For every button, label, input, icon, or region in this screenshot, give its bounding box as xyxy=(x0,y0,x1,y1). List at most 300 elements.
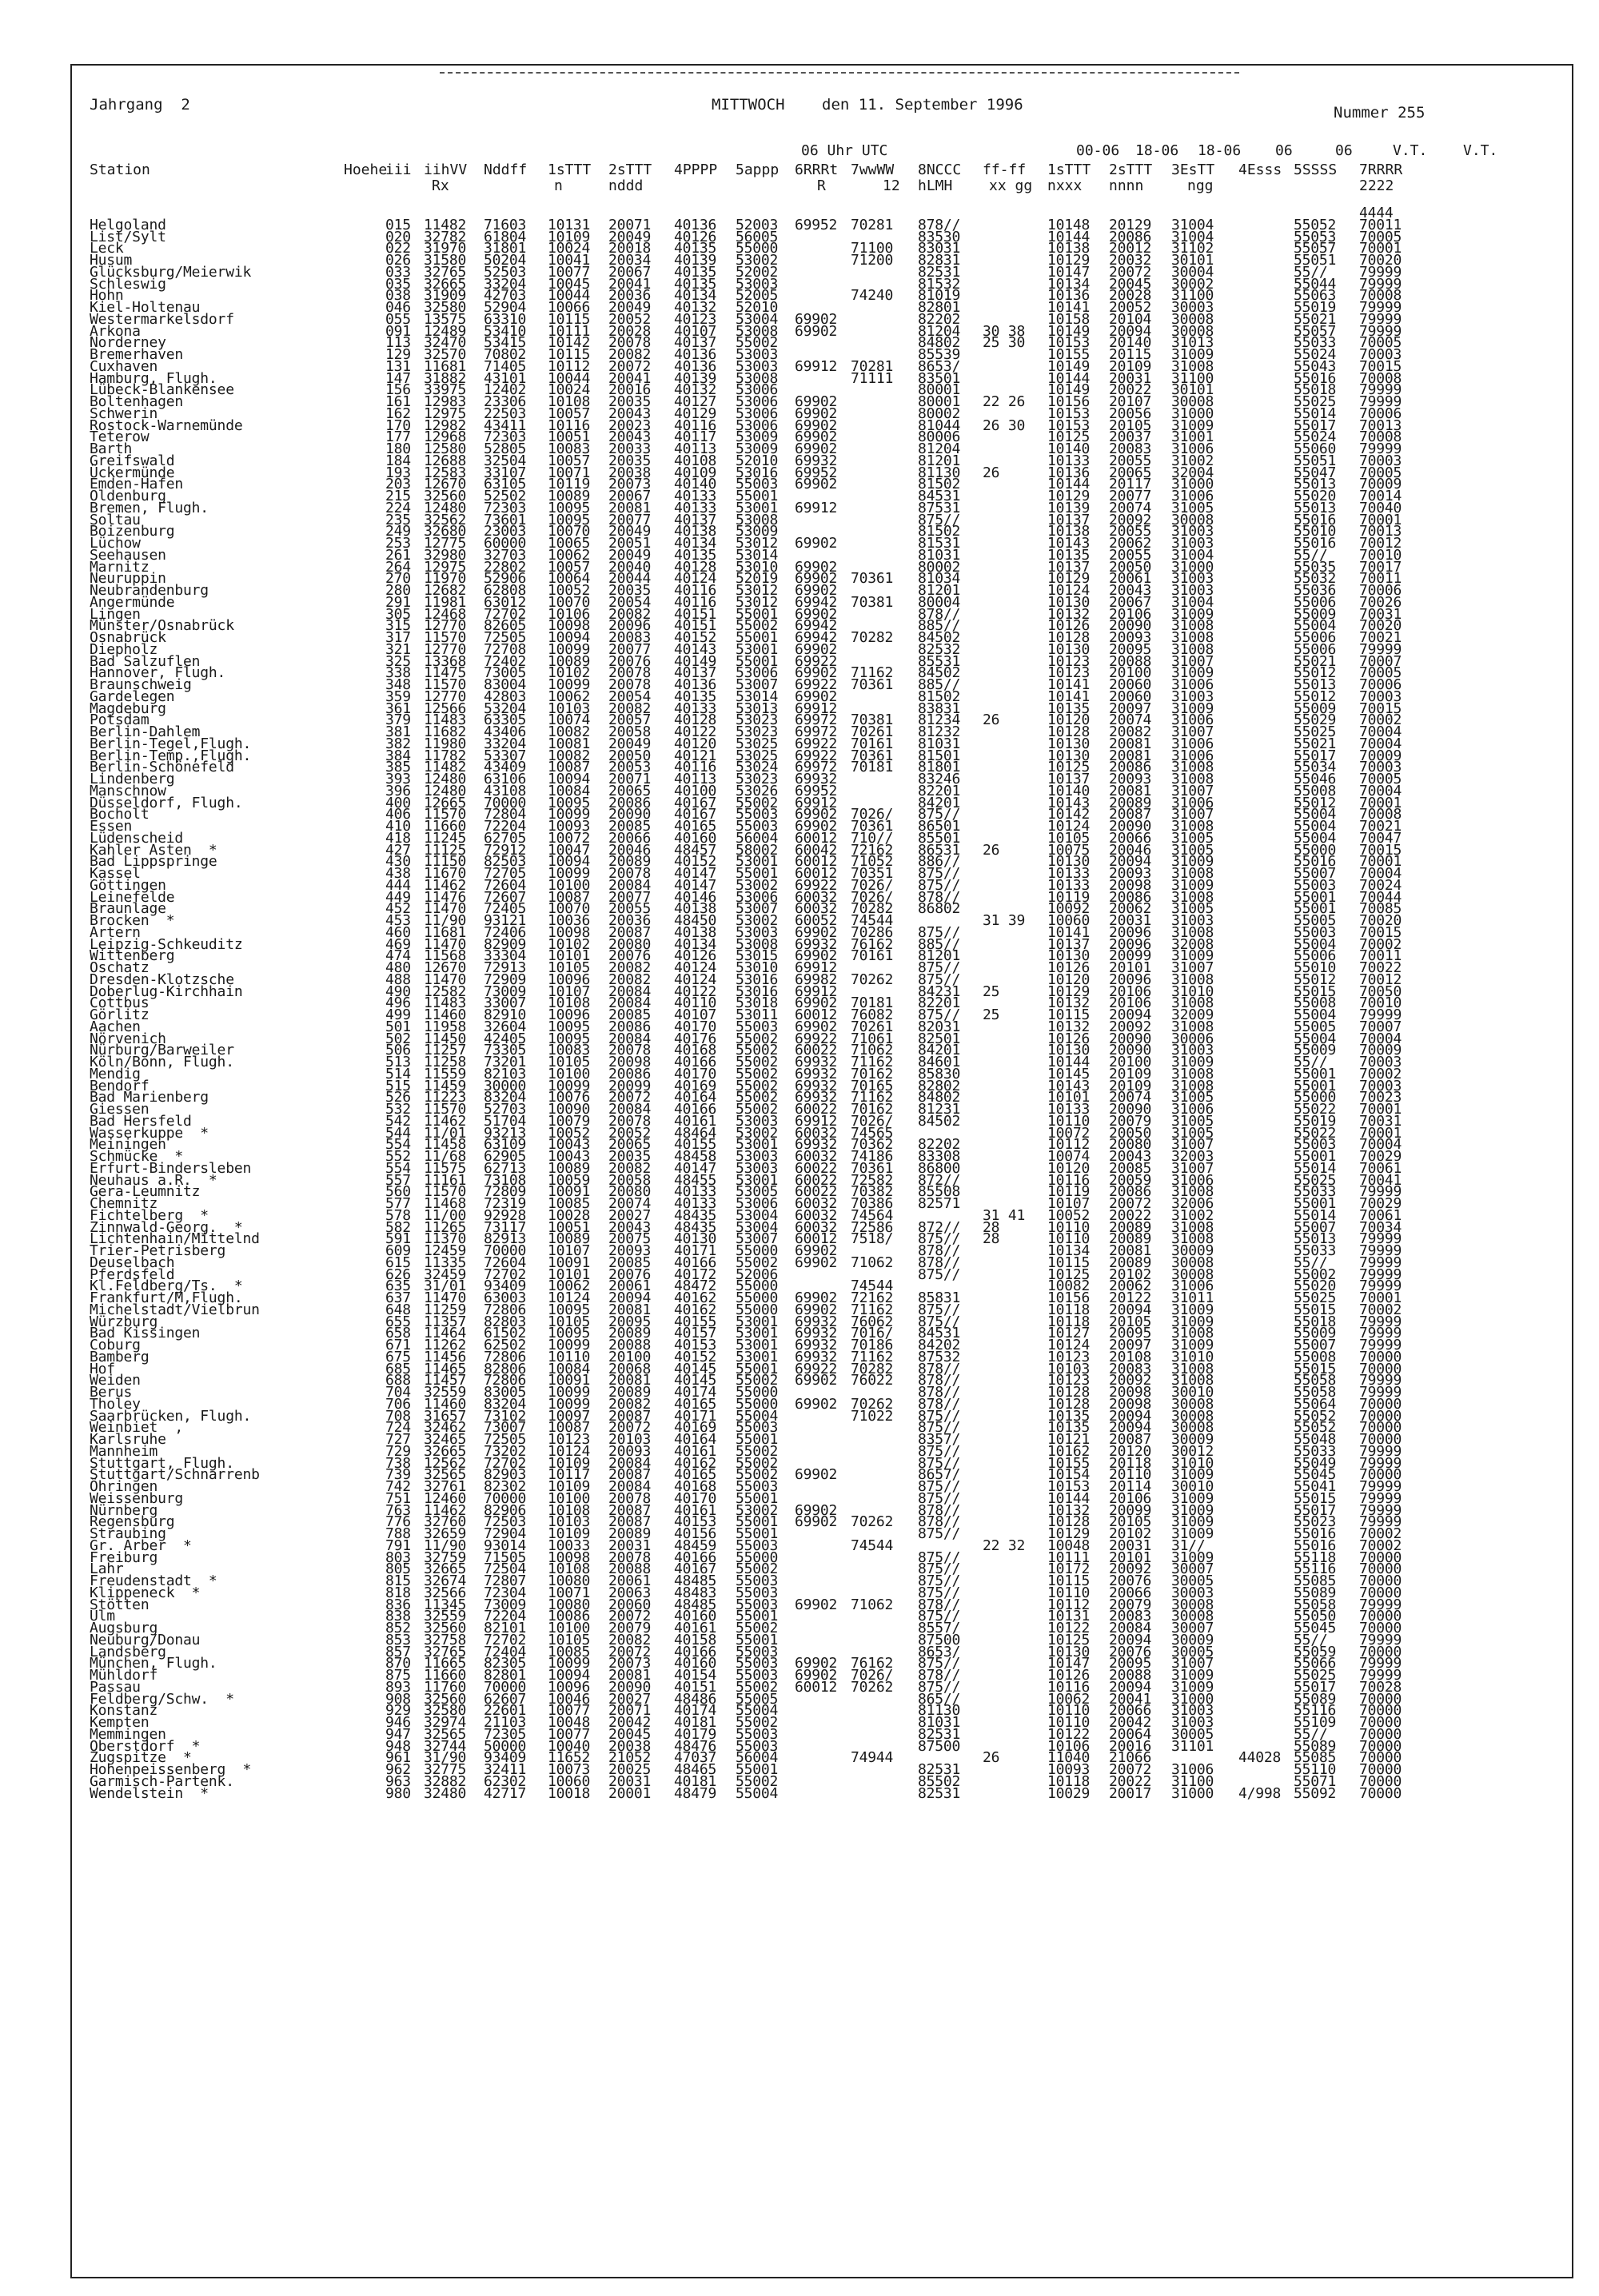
cell-Nddff: 82302 xyxy=(484,1478,527,1495)
cell-Nddff: 73201 xyxy=(484,1054,527,1070)
cell-8NCCC: 86800 xyxy=(918,1159,961,1177)
cell-7RRRR: 79999 xyxy=(1359,1631,1402,1648)
cell-1sTTT: 10115 xyxy=(1047,1006,1091,1023)
cell-6RRRt: 69932 xyxy=(795,1065,838,1082)
cell-8NCCC: 875// xyxy=(918,923,961,941)
cell-2sTTT: 20033 xyxy=(608,440,652,457)
cell-1sTTT: 10077 xyxy=(548,1702,591,1720)
cell-7wwWW: 70165 xyxy=(851,1077,894,1094)
cell-1sTTT: 10116 xyxy=(1047,1678,1091,1696)
cell-7RRRR: 70003 xyxy=(1359,1077,1402,1094)
cell-5SSSS: 55041 xyxy=(1294,1478,1337,1495)
cell-6RRRt: 60012 xyxy=(795,1230,838,1248)
station-name: Nürburg/Barweiler xyxy=(90,1042,234,1059)
cell-iii: 427 xyxy=(385,841,411,859)
cell-7RRRR: 70000 xyxy=(1359,1573,1402,1589)
cell-Nddff: 70000 xyxy=(484,1678,527,1696)
cell-7RRRR: 70002 xyxy=(1359,1525,1402,1542)
cell-2sTTT: 20088 xyxy=(1109,1667,1152,1684)
cell-7RRRR: 79999 xyxy=(1359,1266,1402,1283)
cell-6RRRt: 69902 xyxy=(795,1513,838,1531)
cell-4PPPP: 40147 xyxy=(674,1159,717,1177)
cell-iii: 418 xyxy=(385,829,411,847)
cell-4PPPP: 40147 xyxy=(674,876,717,894)
cell-8NCCC: 82531 xyxy=(918,1725,961,1743)
cell-1sTTT: 10100 xyxy=(548,876,591,894)
cell-2sTTT: 20098 xyxy=(608,1054,652,1070)
cell-5appp: 55002 xyxy=(736,1454,779,1472)
cell-1sTTT: 10109 xyxy=(548,1478,591,1495)
cell-2sTTT: 20106 xyxy=(1109,605,1152,623)
cell-8NCCC: 878// xyxy=(918,1360,961,1377)
cell-2sTTT: 20088 xyxy=(608,1561,652,1578)
cell-7wwWW: 70282 xyxy=(851,900,894,918)
cell-3EsTT: 31009 xyxy=(1171,605,1214,623)
cell-6RRRt: 69932 xyxy=(795,1325,838,1342)
cell-7wwWW: 71200 xyxy=(851,252,894,269)
cell-1sTTT: 10126 xyxy=(1047,959,1091,976)
cell-2sTTT: 20093 xyxy=(608,1442,652,1460)
cell-5appp: 53001 xyxy=(736,1325,779,1342)
cell-1sTTT: 10123 xyxy=(1047,652,1091,670)
cell-Nddff: 93409 xyxy=(484,1749,527,1767)
cell-4PPPP: 40162 xyxy=(674,1301,717,1318)
cell-2sTTT: 20082 xyxy=(608,959,652,976)
cell-4PPPP: 40166 xyxy=(674,1643,717,1660)
station-name: Soltau xyxy=(90,511,141,528)
station-name: Boizenburg xyxy=(90,523,175,540)
issue-number: Nummer 255 xyxy=(1334,104,1426,122)
cell-5SSSS: 55118 xyxy=(1294,1549,1337,1566)
cell-7RRRR: 70005 xyxy=(1359,771,1402,787)
cell-3EsTT: 30008 xyxy=(1171,1419,1214,1437)
cell-2sTTT: 20100 xyxy=(1109,664,1152,682)
cell-iihVV: 31882 xyxy=(424,369,467,387)
cell-iihVV: 12968 xyxy=(424,429,467,446)
cell-5SSSS: 55001 xyxy=(1294,900,1337,918)
cell-5SSSS: 55004 xyxy=(1294,818,1337,835)
cell-7RRRR: 70047 xyxy=(1359,829,1402,847)
cell-7RRRR: 70001 xyxy=(1359,794,1402,811)
cell-2sTTT: 20090 xyxy=(1109,818,1152,835)
cell-5SSSS: 55004 xyxy=(1294,1006,1337,1023)
cell-iii: 264 xyxy=(385,558,411,576)
cell-Nddff: 72304 xyxy=(484,1584,527,1601)
cell-iii: 637 xyxy=(385,1290,411,1306)
cell-Nddff: 72708 xyxy=(484,640,527,658)
cell-Nddff: 62905 xyxy=(484,1148,527,1165)
cell-Nddff: 72806 xyxy=(484,1301,527,1318)
cell-1sTTT: 10095 xyxy=(548,1301,591,1318)
station-name: Neubrandenburg xyxy=(90,582,209,599)
cell-3EsTT: 31005 xyxy=(1171,841,1214,859)
station-name: Mühldorf xyxy=(90,1667,158,1684)
cell-iihVV: 11150 xyxy=(424,853,467,871)
cell-Nddff: 83005 xyxy=(484,1384,527,1401)
cell-5SSSS: 55033 xyxy=(1294,1183,1337,1201)
cell-2sTTT: 20053 xyxy=(608,759,652,776)
cell-2sTTT: 20089 xyxy=(608,1325,652,1342)
cell-5SSSS: 55033 xyxy=(1294,334,1337,352)
cell-5appp: 53018 xyxy=(736,995,779,1012)
cell-7wwWW: 74544 xyxy=(851,1537,894,1554)
cell-4PPPP: 40138 xyxy=(674,900,717,918)
cell-7wwWW: 70351 xyxy=(851,865,894,882)
cell-2sTTT: 20031 xyxy=(608,1537,652,1554)
station-name: Bremen, Flugh. xyxy=(90,499,209,516)
cell-7RRRR: 70012 xyxy=(1359,535,1402,552)
cell-4PPPP: 40133 xyxy=(674,1195,717,1212)
cell-6RRRt: 69902 xyxy=(795,1018,838,1035)
cell-5SSSS: 55043 xyxy=(1294,357,1337,375)
cell-8NCCC: 872// xyxy=(918,1218,961,1236)
cell-1sTTT: 10089 xyxy=(548,1230,591,1248)
cell-Nddff: 72404 xyxy=(484,1643,527,1660)
cell-4PPPP: 40124 xyxy=(674,971,717,988)
cell-4PPPP: 40137 xyxy=(674,511,717,528)
station-name: Garmisch-Partenk. xyxy=(90,1772,234,1790)
cell-Nddff: 73005 xyxy=(484,664,527,682)
cell-iii: 046 xyxy=(385,299,411,316)
cell-ff-ff: 25 xyxy=(983,983,1000,1000)
cell-iihVV: 32665 xyxy=(424,1561,467,1578)
cell-Nddff: 61502 xyxy=(484,1325,527,1342)
cell-8NCCC: 875// xyxy=(918,1230,961,1248)
col-header-7: 4PPPP xyxy=(674,161,718,178)
cell-Nddff: 82803 xyxy=(484,1313,527,1330)
cell-iii: 776 xyxy=(385,1513,411,1531)
cell-8NCCC: 8653/ xyxy=(918,1643,961,1660)
cell-5appp: 55000 xyxy=(736,240,779,257)
station-name: Seehausen xyxy=(90,546,166,564)
cell-3EsTT: 30005 xyxy=(1171,1725,1214,1743)
cell-5SSSS: 55003 xyxy=(1294,876,1337,894)
cell-2sTTT: 20084 xyxy=(608,1101,652,1118)
cell-8NCCC: 875// xyxy=(918,1608,961,1625)
cell-5SSSS: 55048 xyxy=(1294,1431,1337,1448)
cell-2sTTT: 20107 xyxy=(1109,393,1152,410)
cell-iihVV: 12682 xyxy=(424,582,467,599)
cell-2sTTT: 20077 xyxy=(608,511,652,528)
cell-iii: 361 xyxy=(385,700,411,717)
cell-5appp: 53006 xyxy=(736,1195,779,1212)
cell-4PPPP: 40158 xyxy=(674,1631,717,1648)
cell-7wwWW: 70181 xyxy=(851,759,894,776)
cell-6RRRt: 69902 xyxy=(795,582,838,599)
cell-3EsTT: 31100 xyxy=(1171,1772,1214,1790)
cell-1sTTT: 10109 xyxy=(548,1454,591,1472)
cell-7RRRR: 70003 xyxy=(1359,688,1402,705)
cell-2sTTT: 20078 xyxy=(608,1489,652,1507)
cell-2sTTT: 20092 xyxy=(1109,511,1152,528)
cell-2sTTT: 20060 xyxy=(1109,676,1152,693)
station-name: Brocken * xyxy=(90,912,175,929)
cell-4PPPP: 40147 xyxy=(674,865,717,882)
cell-7RRRR: 70000 xyxy=(1359,1714,1402,1731)
cell-4PPPP: 40161 xyxy=(674,1442,717,1460)
cell-Nddff: 62502 xyxy=(484,1337,527,1353)
cell-iii: 170 xyxy=(385,417,411,434)
cell-iii: 321 xyxy=(385,640,411,658)
cell-ff-ff: 30 38 xyxy=(983,322,1026,340)
cell-1sTTT: 10091 xyxy=(548,1183,591,1201)
cell-5SSSS: 55109 xyxy=(1294,1714,1337,1731)
cell-6RRRt: 60012 xyxy=(795,1006,838,1023)
cell-8NCCC: 82801 xyxy=(918,299,961,316)
cell-5appp: 53003 xyxy=(736,1159,779,1177)
cell-1sTTT: 10130 xyxy=(1047,853,1091,871)
cell-iihVV: 32974 xyxy=(424,1714,467,1731)
cell-2sTTT: 20094 xyxy=(1109,1301,1152,1318)
cell-iihVV: 31909 xyxy=(424,287,467,305)
cell-5SSSS: 55009 xyxy=(1294,605,1337,623)
cell-7wwWW: 7026/ xyxy=(851,806,894,823)
cell-8NCCC: 80001 xyxy=(918,393,961,410)
cell-6RRRt: 69902 xyxy=(795,417,838,434)
cell-1sTTT: 10099 xyxy=(548,806,591,823)
cell-3EsTT: 31006 xyxy=(1171,488,1214,504)
cell-4PPPP: 40151 xyxy=(674,617,717,635)
cell-5appp: 55003 xyxy=(736,1643,779,1660)
cell-2sTTT: 20078 xyxy=(608,1112,652,1130)
cell-3EsTT: 30008 xyxy=(1171,1596,1214,1613)
cell-2sTTT: 20035 xyxy=(608,393,652,410)
cell-2sTTT: 20089 xyxy=(1109,1230,1152,1248)
cell-5SSSS: 55// xyxy=(1294,546,1328,564)
cell-1sTTT: 10158 xyxy=(1047,310,1091,328)
cell-2sTTT: 20061 xyxy=(1109,570,1152,588)
cell-1sTTT: 10072 xyxy=(1047,1124,1091,1142)
cell-1sTTT: 10070 xyxy=(548,900,591,918)
cell-Nddff: 43411 xyxy=(484,417,527,434)
cell-5SSSS: 55004 xyxy=(1294,1030,1337,1047)
cell-iihVV: 31970 xyxy=(424,240,467,257)
cell-Nddff: 53307 xyxy=(484,747,527,764)
cell-7RRRR: 70044 xyxy=(1359,888,1402,906)
cell-5SSSS: 55021 xyxy=(1294,652,1337,670)
cell-7RRRR: 70015 xyxy=(1359,357,1402,375)
cell-iii: 180 xyxy=(385,440,411,457)
cell-7RRRR: 70009 xyxy=(1359,1042,1402,1059)
cell-5appp: 55002 xyxy=(736,1561,779,1578)
cell-5appp: 53001 xyxy=(736,1313,779,1330)
cell-2sTTT: 20079 xyxy=(1109,1596,1152,1613)
cell-3EsTT: 31010 xyxy=(1171,1454,1214,1472)
cell-4PPPP: 40134 xyxy=(674,535,717,552)
cell-6RRRt: 60052 xyxy=(795,912,838,929)
cell-iii: 803 xyxy=(385,1549,411,1566)
cell-iihVV: 12688 xyxy=(424,452,467,469)
cell-1sTTT: 10128 xyxy=(1047,1395,1091,1413)
cell-2sTTT: 20062 xyxy=(1109,900,1152,918)
cell-6RRRt: 69932 xyxy=(795,1337,838,1353)
cell-7RRRR: 70028 xyxy=(1359,1678,1402,1696)
cell-7RRRR: 79999 xyxy=(1359,1655,1402,1672)
cell-4PPPP: 40135 xyxy=(674,240,717,257)
cell-4PPPP: 40127 xyxy=(674,393,717,410)
cell-5appp: 53002 xyxy=(736,912,779,929)
station-name: Saarbrücken, Flugh. xyxy=(90,1407,252,1425)
cell-iii: 452 xyxy=(385,900,411,918)
cell-3EsTT: 31102 xyxy=(1171,240,1214,257)
cell-6RRRt: 69902 xyxy=(795,923,838,941)
cell-5SSSS: 55089 xyxy=(1294,1584,1337,1601)
cell-1sTTT: 10133 xyxy=(1047,865,1091,882)
station-name: Michelstadt/Vielbrun xyxy=(90,1301,260,1318)
cell-8NCCC: 875// xyxy=(918,1561,961,1578)
cell-iihVV: 11570 xyxy=(424,1183,467,1201)
cell-7wwWW: 71162 xyxy=(851,1089,894,1106)
cell-Nddff: 22802 xyxy=(484,558,527,576)
cell-1sTTT: 10098 xyxy=(548,923,591,941)
cell-2sTTT: 20084 xyxy=(1109,1620,1152,1636)
cell-Nddff: 22601 xyxy=(484,1702,527,1720)
cell-5SSSS: 55029 xyxy=(1294,712,1337,729)
cell-7wwWW: 7026/ xyxy=(851,1112,894,1130)
cell-iii: 729 xyxy=(385,1442,411,1460)
cell-1sTTT: 10070 xyxy=(548,523,591,540)
cell-4PPPP: 40135 xyxy=(674,275,717,293)
cell-1sTTT: 10076 xyxy=(548,1089,591,1106)
cell-7wwWW: 71162 xyxy=(851,1348,894,1365)
cell-6RRRt: 69902 xyxy=(795,1466,838,1484)
cell-4PPPP: 40167 xyxy=(674,794,717,811)
cell-5appp: 55005 xyxy=(736,1690,779,1708)
cell-iii: 385 xyxy=(385,759,411,776)
cell-2sTTT: 20043 xyxy=(608,1218,652,1236)
cell-4PPPP: 40122 xyxy=(674,723,717,740)
cell-3EsTT: 31006 xyxy=(1171,1171,1214,1189)
cell-iihVV: 11570 xyxy=(424,676,467,693)
cell-iihVV: 32562 xyxy=(424,511,467,528)
cell-7RRRR: 79999 xyxy=(1359,1372,1402,1389)
cell-Nddff: 43406 xyxy=(484,723,527,740)
cell-1sTTT: 10094 xyxy=(548,1667,591,1684)
cell-8NCCC: 878// xyxy=(918,1513,961,1531)
cell-2sTTT: 20081 xyxy=(1109,735,1152,752)
station-name: Meiningen xyxy=(90,1136,166,1154)
cell-5SSSS: 55033 xyxy=(1294,1442,1337,1460)
cell-2sTTT: 20076 xyxy=(1109,1573,1152,1589)
cell-8NCCC: 85830 xyxy=(918,1065,961,1082)
cell-4PPPP: 40133 xyxy=(674,488,717,504)
cell-5SSSS: 55012 xyxy=(1294,688,1337,705)
cell-Nddff: 50204 xyxy=(484,252,527,269)
cell-7RRRR: 70022 xyxy=(1359,959,1402,976)
cell-iihVV: 32882 xyxy=(424,1772,467,1790)
cell-1sTTT: 10108 xyxy=(548,393,591,410)
cell-6RRRt: 69912 xyxy=(795,983,838,1000)
cell-8NCCC: 82802 xyxy=(918,1077,961,1094)
cell-iii: 270 xyxy=(385,570,411,588)
cell-1sTTT: 10132 xyxy=(1047,605,1091,623)
cell-1sTTT: 10115 xyxy=(548,310,591,328)
cell-iii: 382 xyxy=(385,735,411,752)
cell-iii: 235 xyxy=(385,511,411,528)
cell-5SSSS: 55// xyxy=(1294,263,1328,281)
cell-iii: 490 xyxy=(385,983,411,1000)
cell-Nddff: 72912 xyxy=(484,841,527,859)
cell-5appp: 55000 xyxy=(736,1242,779,1259)
cell-3EsTT: 31008 xyxy=(1171,1077,1214,1094)
cell-5appp: 55000 xyxy=(736,1549,779,1566)
cell-2sTTT: 20043 xyxy=(1109,1148,1152,1165)
cell-3EsTT: 31009 xyxy=(1171,1489,1214,1507)
cell-3EsTT: 30012 xyxy=(1171,1442,1214,1460)
cell-5SSSS: 55034 xyxy=(1294,759,1337,776)
cell-5SSSS: 55035 xyxy=(1294,558,1337,576)
cell-5appp: 53012 xyxy=(736,593,779,611)
cell-4PPPP: 40145 xyxy=(674,1360,717,1377)
cell-iii: 706 xyxy=(385,1395,411,1413)
col-subheader-c6: n xyxy=(554,177,563,194)
station-name: Berlin-Temp.,Flugh. xyxy=(90,747,252,764)
cell-1sTTT: 10089 xyxy=(548,1159,591,1177)
cell-iii: 675 xyxy=(385,1348,411,1365)
cell-8NCCC: 81231 xyxy=(918,1101,961,1118)
cell-8NCCC: 86802 xyxy=(918,900,961,918)
cell-6RRRt: 60032 xyxy=(795,900,838,918)
cell-1sTTT: 10073 xyxy=(548,1761,591,1778)
cell-3EsTT: 31006 xyxy=(1171,747,1214,764)
cell-5appp: 55004 xyxy=(736,1407,779,1425)
cell-8NCCC: 81031 xyxy=(918,735,961,752)
cell-1sTTT: 10105 xyxy=(548,959,591,976)
cell-7RRRR: 70000 xyxy=(1359,1395,1402,1413)
cell-2sTTT: 20084 xyxy=(608,995,652,1012)
station-name: Deuselbach xyxy=(90,1254,175,1271)
cell-5appp: 55001 xyxy=(736,1360,779,1377)
cell-7RRRR: 70008 xyxy=(1359,429,1402,446)
col-header-8: 5appp xyxy=(736,161,780,178)
cell-iihVV: 31/90 xyxy=(424,1749,467,1767)
cell-7wwWW: 70361 xyxy=(851,818,894,835)
cell-8NCCC: 87532 xyxy=(918,1348,961,1365)
cell-1sTTT: 10099 xyxy=(548,640,591,658)
cell-7RRRR: 79999 xyxy=(1359,640,1402,658)
cell-2sTTT: 20122 xyxy=(1109,1290,1152,1306)
cell-iii: 875 xyxy=(385,1667,411,1684)
cell-1sTTT: 10081 xyxy=(548,735,591,752)
cell-5appp: 53014 xyxy=(736,688,779,705)
station-name: Hof xyxy=(90,1360,115,1377)
cell-1sTTT: 10094 xyxy=(548,629,591,646)
cell-4PPPP: 40136 xyxy=(674,216,717,233)
cell-5SSSS: 55001 xyxy=(1294,1148,1337,1165)
cell-4PPPP: 40108 xyxy=(674,452,717,469)
cell-iii: 818 xyxy=(385,1584,411,1601)
cell-8NCCC: 80002 xyxy=(918,558,961,576)
cell-1sTTT: 10115 xyxy=(548,346,591,363)
cell-3EsTT: 31007 xyxy=(1171,1159,1214,1177)
cell-6RRRt: 69942 xyxy=(795,629,838,646)
cell-4PPPP: 40146 xyxy=(674,888,717,906)
cell-7RRRR: 70026 xyxy=(1359,593,1402,611)
cell-3EsTT: 31000 xyxy=(1171,558,1214,576)
cell-2sTTT: 20082 xyxy=(608,1395,652,1413)
cell-iii: 438 xyxy=(385,865,411,882)
cell-8NCCC: 875// xyxy=(918,865,961,882)
cell-iihVV: 11460 xyxy=(424,1395,467,1413)
cell-Nddff: 70000 xyxy=(484,1242,527,1259)
station-name: Görlitz xyxy=(90,1006,150,1023)
cell-5SSSS: 55057 xyxy=(1294,322,1337,340)
cell-2sTTT: 20067 xyxy=(608,263,652,281)
cell-iii: 203 xyxy=(385,476,411,493)
cell-4PPPP: 40116 xyxy=(674,593,717,611)
cell-iii: 184 xyxy=(385,452,411,469)
cell-2sTTT: 20084 xyxy=(608,1030,652,1047)
